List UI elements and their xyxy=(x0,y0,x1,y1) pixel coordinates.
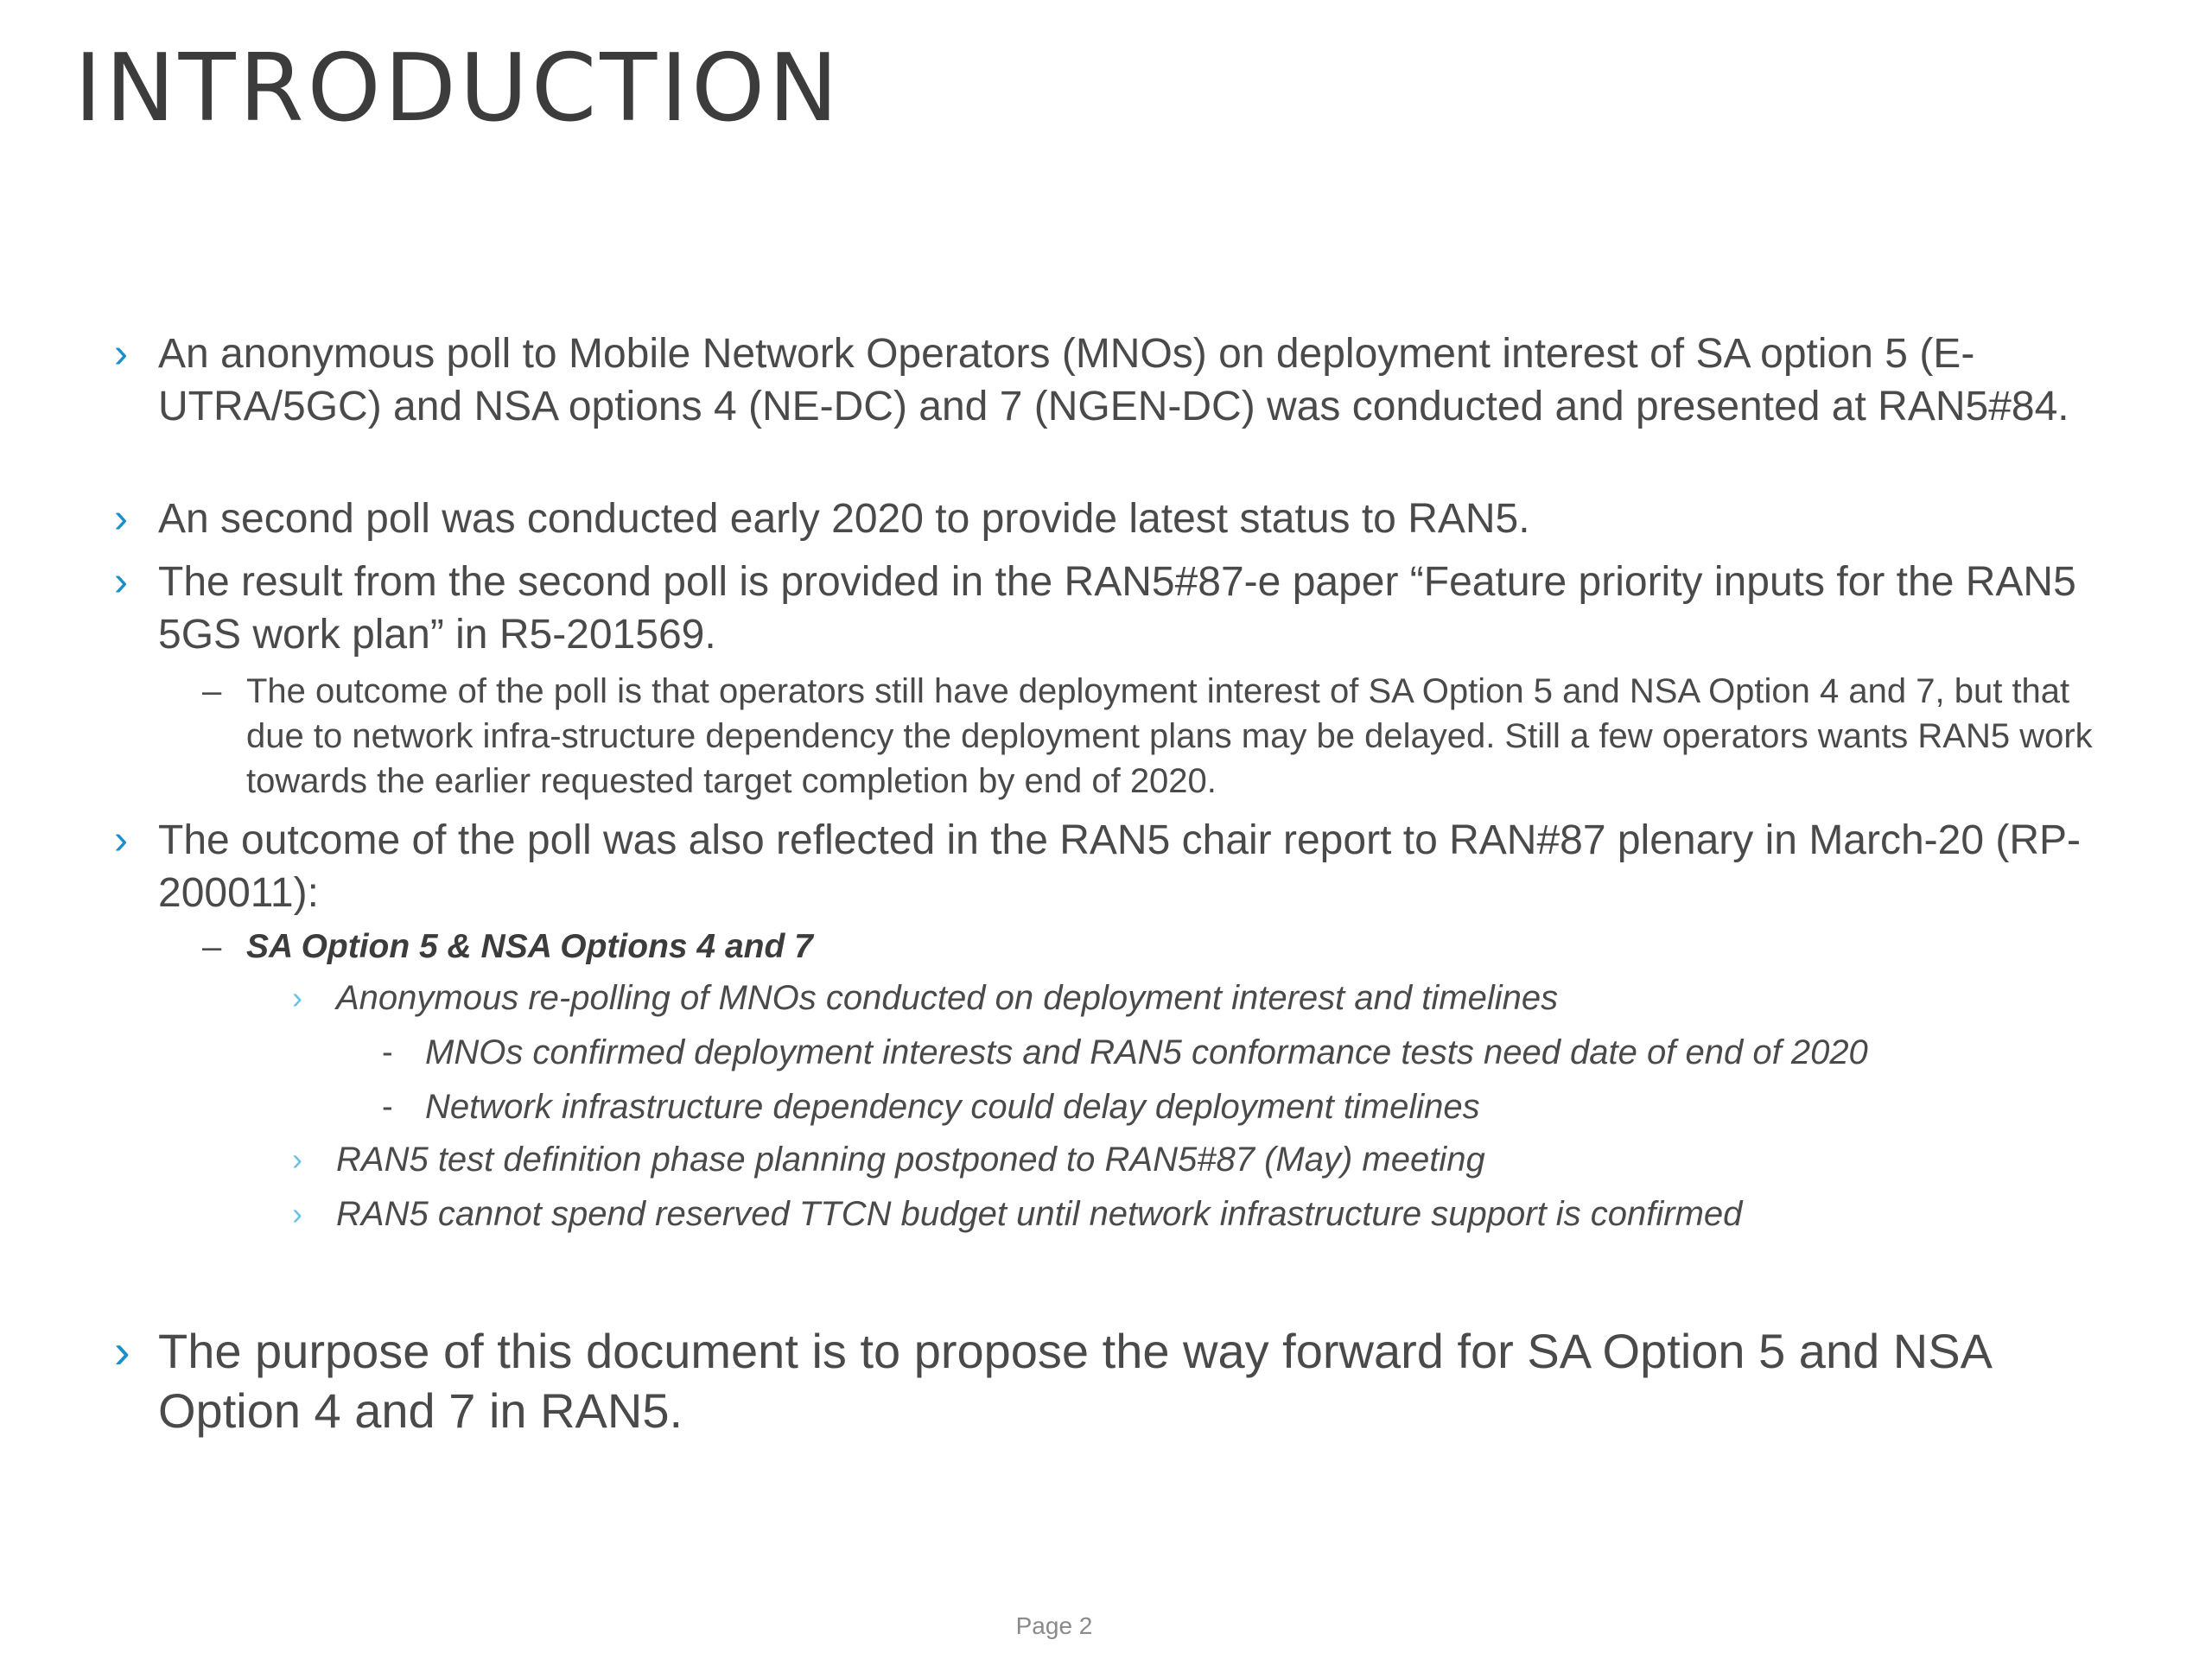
sub-bullet-text: MNOs confirmed deployment interests and RAN5 conformance tests need date of end of 2020 xyxy=(425,1033,1868,1071)
chevron-right-icon: › xyxy=(114,817,128,863)
chevron-right-icon: › xyxy=(114,1324,130,1378)
sub-bullet-text: The outcome of the poll is that operators still have deployment interest of SA Option 5 and NSA Option 4 and 7, but that due to network infra-structure dependency the deployment plans may be delayed. Still a few operators wants RAN5 work towards the earlier requested target completion by end of 2020. xyxy=(246,672,2093,800)
chevron-right-icon: › xyxy=(114,559,128,605)
bullet-text: The outcome of the poll was also reflected in the RAN5 chair report to RAN#87 plenary in March-20 (RP-200011): xyxy=(158,817,2082,916)
bullet-text: An second poll was conducted early 2020 to provide latest status to RAN5. xyxy=(158,496,1530,542)
chevron-right-icon: › xyxy=(292,1196,302,1231)
chevron-right-icon: › xyxy=(292,1141,302,1177)
bullet-text: The purpose of this document is to propose the way forward for SA Option 5 and NSA Option 4 and 7 in RAN5. xyxy=(158,1324,1990,1438)
dash-icon: – xyxy=(202,672,222,710)
chevron-right-icon: › xyxy=(114,496,128,542)
sub-bullet-text: RAN5 test definition phase planning postponed to RAN5#87 (May) meeting xyxy=(336,1141,1485,1179)
dash-icon: – xyxy=(202,928,222,966)
sub-bullet-text: RAN5 cannot spend reserved TTCN budget until network infrastructure support is confirmed xyxy=(336,1195,1743,1233)
sub-bullet-text: Network infrastructure dependency could delay deployment timelines xyxy=(425,1088,1480,1126)
chevron-right-icon: › xyxy=(292,980,302,1015)
dash-icon: - xyxy=(382,1034,393,1071)
page-title: INTRODUCTION xyxy=(74,35,842,143)
dash-icon: - xyxy=(382,1089,393,1125)
chevron-right-icon: › xyxy=(114,331,128,377)
page-number: Page 2 xyxy=(1015,1612,1093,1639)
sub-heading-text: SA Option 5 & NSA Options 4 and 7 xyxy=(246,928,813,965)
sub-bullet-text: Anonymous re-polling of MNOs conducted on deployment interest and timelines xyxy=(336,979,1559,1017)
bullet-text: An anonymous poll to Mobile Network Operators (MNOs) on deployment interest of SA option 5 (E-UTRA/5GC) and NSA options 4 (NE-DC) and 7 (NGEN-DC) was conducted and presented at RAN5#84. xyxy=(158,331,2069,429)
bullet-text: The result from the second poll is provided in the RAN5#87-e paper “Feature priority inputs for the RAN5 5GS work plan” in R5-201569. xyxy=(158,559,2076,658)
